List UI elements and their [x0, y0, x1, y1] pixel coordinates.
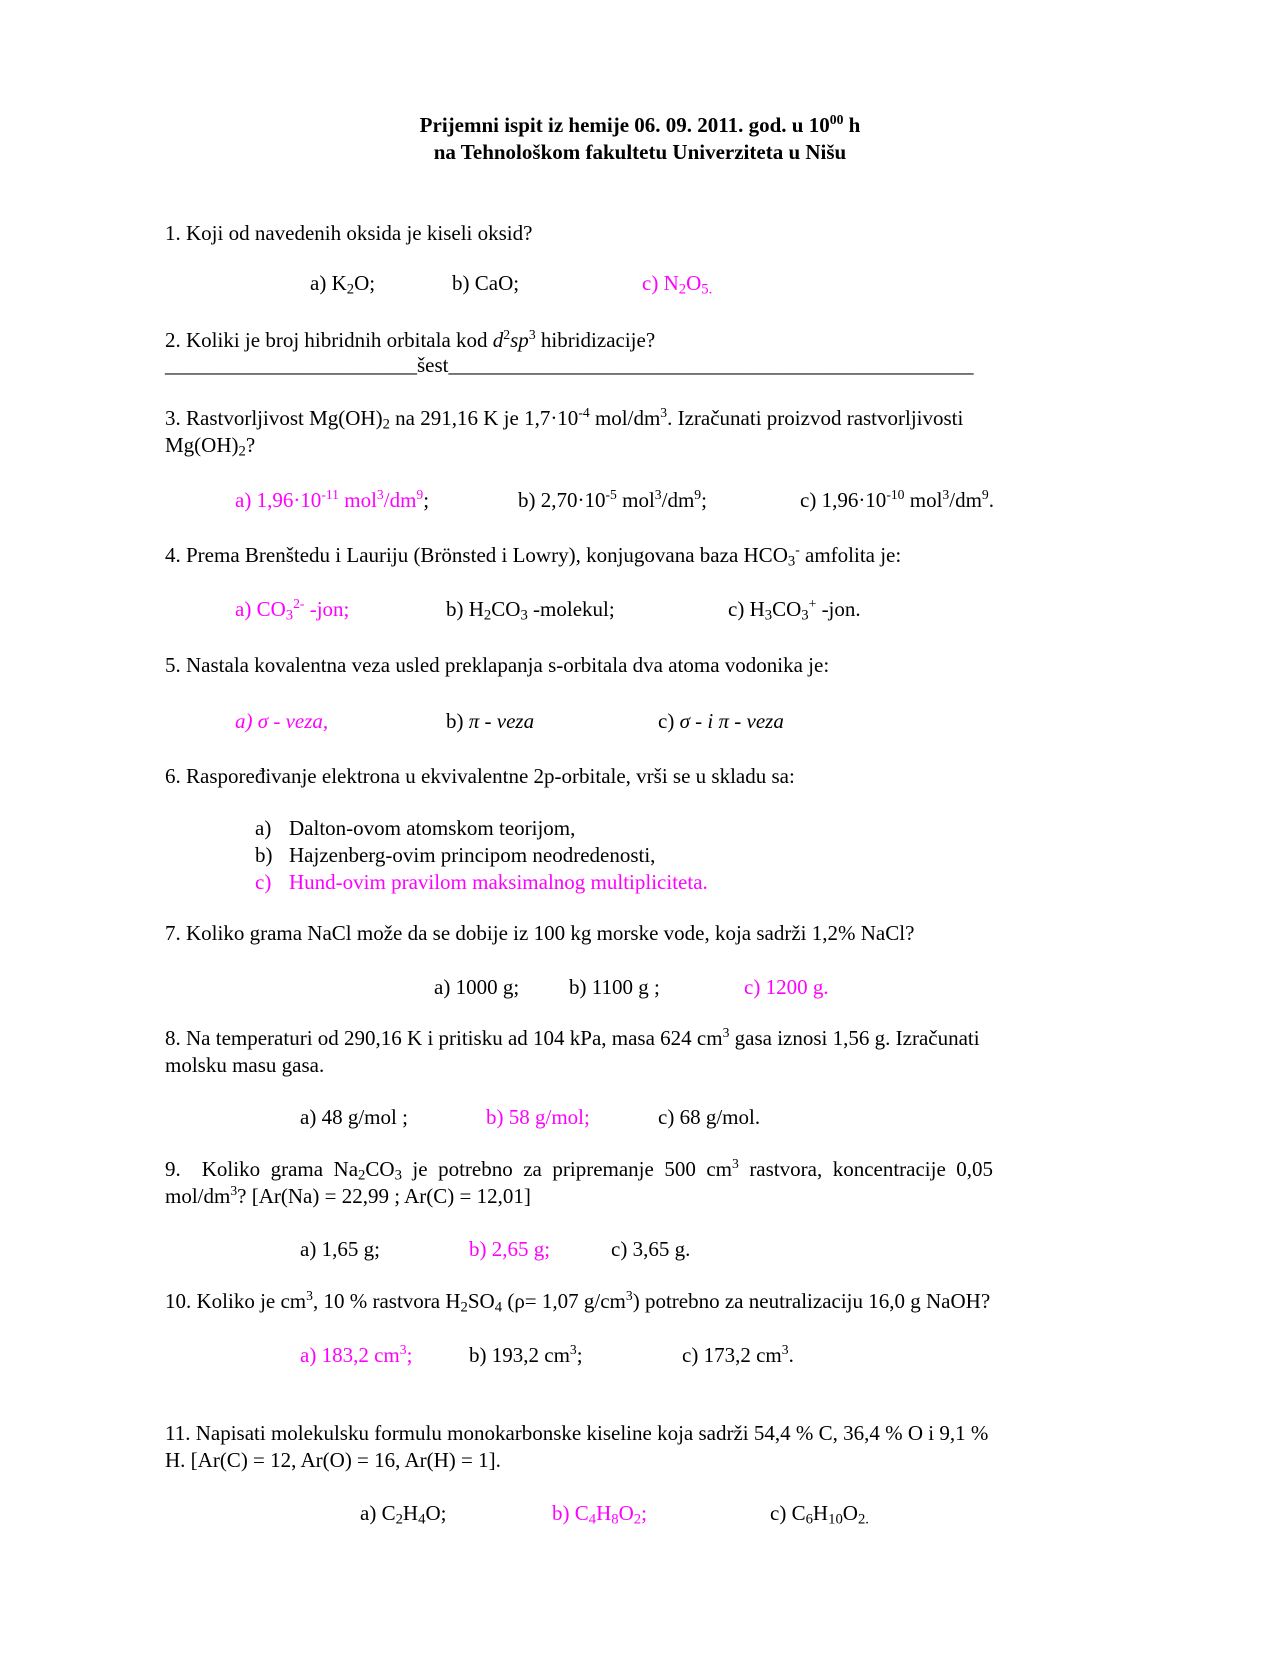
q6-option-a: a) Dalton-ovom atomskom teorijom, — [255, 816, 576, 840]
q1-option-c: c) $N_2O_{5.}$ — [642, 271, 713, 298]
q7-option-a: a) 1000 g; — [434, 975, 520, 999]
q7-option-b: b) 1100 g ; — [569, 975, 660, 999]
q3-option-c: c) $1,96\cdot 10^{-10}$ $mol^3/dm^9$. — [800, 486, 994, 512]
question-11: 11. Napisati molekulsku formulu monokarbonske kiseline koja sadrži 54,4 % C, 36,4 % O i 9,1 % — [165, 1421, 989, 1445]
q6-option-c: c) Hund-ovim pravilom maksimalnog multipliciteta. — [255, 870, 708, 894]
q8-option-b: b) 58 g/mol; — [486, 1105, 590, 1129]
q4-option-c: c) $H_3CO_3^+$ -jon. — [728, 595, 861, 624]
q7-option-c: c) 1200 g. — [744, 975, 829, 999]
question-2: 2. Koliki je broj hibridnih orbitala kod $d^2sp^3$ hibridizacije? — [165, 326, 656, 352]
question-8-line2: molsku masu gasa. — [165, 1053, 325, 1077]
q9-option-c: c) 3,65 g. — [611, 1237, 691, 1261]
question-9: 9. Koliko grama $Na_2CO_3$ je potrebno za pripremanje 500 $cm^3$ rastvora, koncentracije 0,05 — [165, 1155, 994, 1184]
q2-answer: šest — [417, 353, 449, 377]
q10-option-b: b) 193,2 $cm^3$; — [469, 1341, 583, 1367]
q11-option-c: c) $C_6H_{10}O_{2.}$ — [770, 1501, 869, 1528]
q11-option-a: a) $C_2H_4O$; — [360, 1501, 447, 1528]
question-7: 7. Koliko grama NaCl može da se dobije iz 100 kg morske vode, koja sadrži 1,2% NaCl? — [165, 921, 915, 945]
q5-option-a: a) σ - veza, — [235, 709, 329, 733]
q4-option-b: b) $H_2CO_3$ -molekul; — [446, 597, 615, 624]
question-5: 5. Nastala kovalentna veza usled preklapanja s-orbitala dva atoma vodonika je: — [165, 653, 830, 677]
q9-option-b: b) 2,65 g; — [469, 1237, 551, 1261]
q4-option-a: a) $CO_3^{2-}$ -jon; — [235, 595, 350, 624]
question-3: 3. Rastvorljivost $Mg(OH)_2$ na 291,16 K je $1,7\cdot 10^{-4}$ mol/$dm^3$. Izračunati proizvod rastvorljivosti — [165, 404, 964, 433]
q3-option-a: a) $1,96\cdot 10^{-11}$ $mol^3/dm^9$; — [235, 486, 430, 512]
q1-option-b: b) CaO; — [452, 271, 520, 295]
question-8: 8. Na temperaturi od 290,16 K i pritisku ad 104 kPa, masa 624 $cm^3$ gasa iznosi 1,56 g. Izračunati — [165, 1024, 980, 1050]
q9-option-a: a) 1,65 g; — [300, 1237, 380, 1261]
question-2-answer-line: ________________________šest__________________________________________________ — [165, 353, 974, 377]
question-10: 10. Koliko je $cm^3$, 10 % rastvora $H_2SO_4$ (ρ= 1,07 $g/cm^3$) potrebno za neutralizaciju 16,0 g NaOH? — [165, 1287, 991, 1316]
q1-option-a: a) $K_2O$; — [310, 271, 376, 298]
question-3-line2: $Mg(OH)_2$? — [165, 433, 256, 460]
q11-option-b: b) $C_4H_8O_2$; — [552, 1501, 647, 1528]
page-title-line2: na Tehnološkom fakultetu Univerziteta u Nišu — [433, 140, 847, 164]
q10-option-c: c) 173,2 $cm^3$. — [682, 1341, 794, 1367]
question-1: 1. Koji od navedenih oksida je kiseli oksid? — [165, 221, 533, 245]
question-9-line2: mol/$dm^3$? [Ar(Na) = 22,99 ; Ar(C) = 12,01] — [165, 1182, 531, 1208]
q3-option-b: b) $2,70\cdot 10^{-5}$ $mol^3/dm^9$; — [518, 486, 707, 512]
q8-option-a: a) 48 g/mol ; — [300, 1105, 408, 1129]
question-4: 4. Prema Brenštedu i Lauriju (Brönsted i Lowry), konjugovana baza $HCO_3^-$ amfolita je: — [165, 541, 902, 570]
q5-option-b: b) π - veza — [446, 709, 535, 733]
question-6: 6. Raspoređivanje elektrona u ekvivalentne 2p-orbitale, vrši se u skladu sa: — [165, 764, 795, 788]
q5-option-c: c) σ - i π - veza — [658, 709, 784, 733]
q6-option-b: b) Hajzenberg-ovim principom neodredenosti, — [255, 843, 656, 867]
q10-option-a: a) 183,2 $cm^3$; — [300, 1341, 413, 1367]
q6-options — [255, 815, 708, 896]
question-11-line2: H. [Ar(C) = 12, Ar(O) = 16, Ar(H) = 1]. — [165, 1448, 501, 1472]
page-title-line1: Prijemni ispit iz hemije 06. 09. 2011. god. u $10^{00}$ h — [419, 111, 861, 137]
q8-option-c: c) 68 g/mol. — [658, 1105, 761, 1129]
